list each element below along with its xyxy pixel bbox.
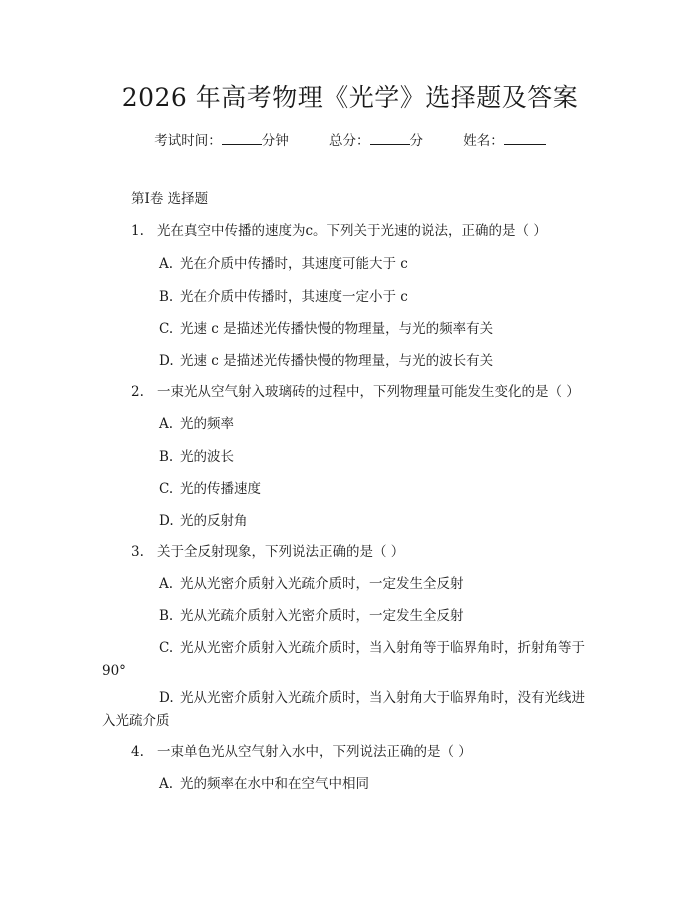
question-1 — [131, 220, 547, 242]
option-text: 光的频率在水中和在空气中相同 — [180, 776, 369, 792]
question-number: 2. — [131, 384, 144, 400]
option-letter: C. — [159, 640, 174, 656]
exam-time-field — [154, 130, 289, 152]
question-3-option-a — [159, 573, 464, 595]
exam-time-blank — [222, 131, 262, 145]
question-2-option-b — [159, 446, 234, 468]
option-text: 光从光密介质射入光疏介质时，当入射角大于临界角时，没有光线进 — [180, 690, 585, 706]
option-letter: C. — [159, 481, 174, 497]
option-letter: A. — [159, 256, 174, 272]
question-number: 1. — [131, 223, 144, 239]
option-text: 光的反射角 — [180, 513, 248, 529]
question-text: 一束光从空气射入玻璃砖的过程中，下列物理量可能发生变化的是（ ） — [157, 384, 580, 400]
question-text: 一束单色光从空气射入水中，下列说法正确的是（ ） — [157, 744, 472, 760]
option-text: 光的频率 — [180, 416, 234, 432]
question-4 — [131, 741, 472, 763]
question-text: 关于全反射现象，下列说法正确的是（ ） — [157, 544, 405, 560]
option-text: 光从光密介质射入光疏介质时，一定发生全反射 — [180, 576, 464, 592]
question-number: 4. — [131, 744, 144, 760]
question-1-option-b — [159, 286, 408, 308]
section-heading: 第Ⅰ卷 选择题 — [131, 191, 209, 207]
document-title: 2026 年高考物理《光学》选择题及答案 — [121, 83, 579, 112]
exam-time-unit: 分钟 — [261, 133, 289, 149]
total-score-field — [329, 130, 423, 152]
option-letter: D. — [159, 513, 174, 529]
option-text: 光的传播速度 — [180, 481, 261, 497]
option-letter: A. — [159, 576, 174, 592]
student-name-blank — [504, 131, 546, 145]
option-letter: B. — [159, 608, 174, 624]
total-score-label: 总分： — [329, 133, 370, 149]
option-text: 光在介质中传播时，其速度一定小于 c — [180, 289, 408, 305]
question-2-option-d — [159, 510, 248, 532]
student-name-field — [463, 130, 546, 152]
option-letter: A. — [159, 416, 174, 432]
option-letter: B. — [159, 289, 174, 305]
question-1-option-a — [159, 253, 408, 275]
option-text: 光速 c 是描述光传播快慢的物理量，与光的波长有关 — [180, 353, 494, 369]
option-text: 光的波长 — [180, 449, 234, 465]
option-text: 光从光疏介质射入光密介质时，一定发生全反射 — [180, 608, 464, 624]
exam-meta-line — [0, 130, 700, 152]
question-3-option-b — [159, 605, 464, 627]
question-3 — [131, 541, 404, 563]
question-3-option-c-continuation: 90° — [102, 663, 126, 679]
question-number: 3. — [131, 544, 144, 560]
total-score-blank — [370, 131, 410, 145]
option-letter: C. — [159, 321, 174, 337]
option-text: 光速 c 是描述光传播快慢的物理量，与光的频率有关 — [180, 321, 494, 337]
option-text: 光从光密介质射入光疏介质时，当入射角等于临界角时，折射角等于 — [180, 640, 585, 656]
option-letter: B. — [159, 449, 174, 465]
question-2-option-c — [159, 478, 261, 500]
question-1-option-d — [159, 350, 493, 372]
option-letter: D. — [159, 690, 174, 706]
option-text: 光在介质中传播时，其速度可能大于 c — [180, 256, 408, 272]
option-letter: A. — [159, 776, 174, 792]
question-3-option-d — [159, 687, 585, 709]
student-name-label: 姓名： — [463, 133, 504, 149]
question-1-option-c — [159, 318, 493, 340]
question-2-option-a — [159, 413, 234, 435]
total-score-unit: 分 — [409, 133, 423, 149]
option-letter: D. — [159, 353, 174, 369]
question-text: 光在真空中传播的速度为c。下列关于光速的说法，正确的是（ ） — [157, 223, 547, 239]
question-3-option-d-continuation: 入光疏介质 — [102, 713, 170, 729]
question-4-option-a — [159, 773, 369, 795]
question-3-option-c — [159, 637, 585, 659]
exam-time-label: 考试时间： — [154, 133, 222, 149]
question-2 — [131, 381, 580, 403]
